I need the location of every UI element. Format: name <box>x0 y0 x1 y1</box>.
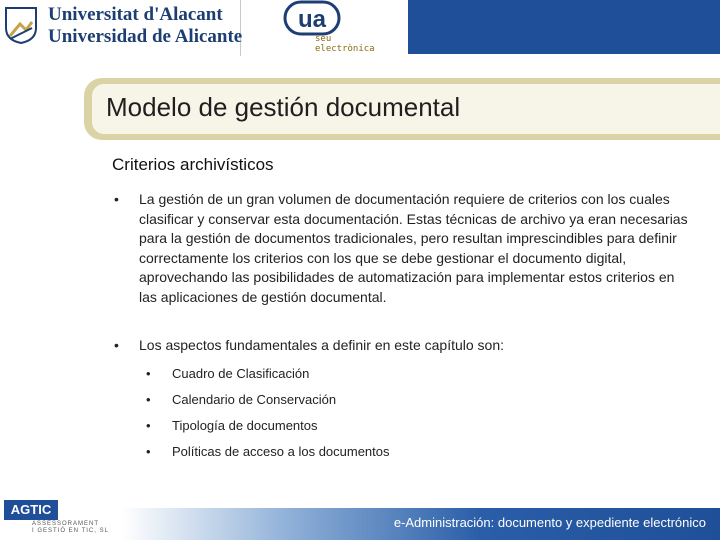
university-name-line1: Universitat d'Alacant <box>48 4 223 25</box>
university-name <box>48 4 242 48</box>
header-banner <box>408 0 720 54</box>
agtic-tagline-line2: I GESTIÓ EN TIC, SL <box>32 528 109 534</box>
bullet-dot-icon: • <box>146 366 151 381</box>
footer-caption: e-Administración: documento y expediente electrónico <box>393 515 706 530</box>
subitem-text: Cuadro de Clasificación <box>172 366 310 381</box>
subitem-text: Calendario de Conservación <box>172 392 337 407</box>
agtic-tagline <box>32 521 109 535</box>
bullet-text: Los aspectos fundamentales a definir en este capítulo son: <box>139 337 505 353</box>
subitem-text: Tipología de documentos <box>172 418 318 433</box>
subitem-text: Políticas de acceso a los documentos <box>172 444 390 459</box>
bullet-dot-icon: • <box>146 392 151 407</box>
seu-label-line2: electrònica <box>315 44 375 54</box>
slide-title: Modelo de gestión documental <box>106 92 461 122</box>
bullet-text: La gestión de un gran volumen de documentación requiere de criterios con los cuales clasificar y conservar esta documentación. Estas técnicas de archivo ya eran necesarias para la gestión de documentos tradicionales, pero resultan imprescindibles para definir correctamente los criterios con los que se debe gestionar el documento digital, aprovechando las posibilidades de automatización para implementar estos criterios en las aplicaciones de gestión documental. <box>139 191 688 305</box>
seu-label <box>315 34 375 54</box>
ua-monogram-icon <box>283 0 343 36</box>
agtic-logo[interactable]: AGTIC <box>4 500 58 520</box>
bullet-dot-icon: • <box>146 444 151 459</box>
bullet-dot-icon: • <box>114 191 119 207</box>
university-logo[interactable] <box>0 0 241 56</box>
seu-electronica-logo[interactable] <box>283 0 403 56</box>
bullet-dot-icon: • <box>146 418 151 433</box>
university-name-line2: Universidad de Alicante <box>48 26 243 47</box>
agtic-tagline-line1: ASSESSORAMENT <box>32 521 100 527</box>
university-shield-icon <box>4 6 38 44</box>
section-title: Criterios archivísticos <box>112 155 274 174</box>
seu-label-line1: seu <box>315 34 332 44</box>
bullet-dot-icon: • <box>114 337 119 353</box>
header <box>0 0 720 56</box>
ua-monogram-text: ua <box>297 6 327 33</box>
